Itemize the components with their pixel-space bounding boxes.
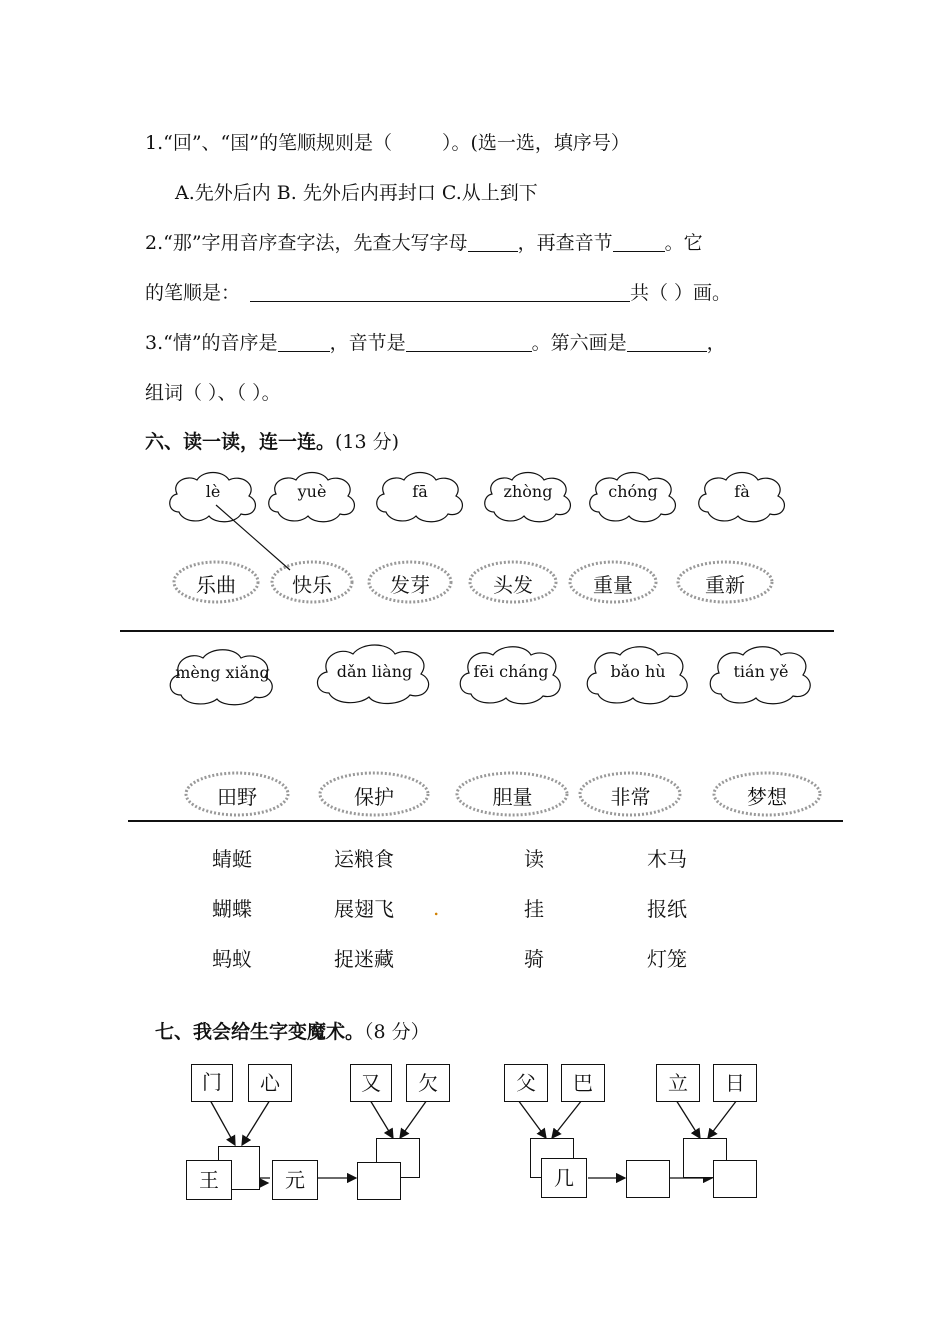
question-1 (145, 128, 630, 155)
char-box (561, 1064, 605, 1102)
char-box (186, 1160, 232, 1200)
question-3-text-b: ，音节是 (329, 332, 406, 354)
question-2-text-d: 的笔顺是： (145, 282, 241, 304)
match-word: 读 (524, 847, 544, 871)
answer-blank[interactable] (468, 233, 518, 252)
match-word: 灯笼 (647, 947, 687, 971)
pinyin-text: yuè (297, 482, 327, 501)
word-oval (712, 771, 822, 817)
pinyin-cloud (264, 468, 360, 524)
question-2-line2 (145, 278, 731, 305)
match-word: 挂 (524, 897, 544, 921)
pinyin-text: lè (205, 482, 221, 501)
word-text: 重新 (705, 573, 745, 597)
char-box (504, 1064, 548, 1102)
question-2-line1 (145, 228, 703, 255)
char-text: 门 (202, 1070, 222, 1094)
word-oval (270, 560, 354, 604)
match-word: 木马 (647, 847, 687, 871)
char-text: 王 (199, 1168, 219, 1192)
word-oval (184, 771, 290, 817)
pinyin-text: fā (412, 482, 428, 501)
pinyin-text: fà (734, 482, 750, 501)
question-2-text-e: 共（ ）画。 (630, 282, 732, 304)
answer-box[interactable] (357, 1162, 401, 1200)
match-word: 蝴蝶 (212, 897, 252, 921)
match-word: 蚂蚁 (212, 947, 252, 971)
word-oval (367, 560, 453, 604)
pinyin-cloud (165, 645, 280, 707)
match-word: 蜻蜓 (212, 847, 252, 871)
question-3-text-a: 3.“情”的音序是 (145, 332, 278, 354)
char-text: 几 (554, 1166, 574, 1190)
question-2-text-b: ，再查音节 (517, 232, 613, 254)
char-text: 元 (285, 1168, 305, 1192)
char-text: 巴 (573, 1071, 593, 1095)
char-text: 立 (668, 1071, 688, 1095)
pinyin-cloud (582, 642, 694, 706)
word-oval (676, 560, 774, 604)
question-1-options-text: A.先外后内 B. 先外后内再封口 C.从上到下 (175, 182, 538, 204)
word-text: 头发 (493, 573, 533, 597)
answer-box[interactable] (626, 1160, 670, 1198)
question-1-tail: ）。(选一选，填序号） (441, 132, 630, 154)
stray-dot: . (433, 896, 440, 920)
answer-blank[interactable] (406, 333, 532, 352)
section-7-heading (155, 1017, 430, 1044)
word-oval (455, 771, 570, 817)
pinyin-cloud (585, 468, 681, 524)
match-word: 展翅飞 (334, 897, 394, 921)
question-3-line2 (145, 378, 281, 405)
char-text: 欠 (418, 1071, 438, 1095)
word-text: 发芽 (390, 573, 430, 597)
match-word: 骑 (524, 947, 544, 971)
pinyin-cloud (165, 468, 261, 524)
answer-blank[interactable] (627, 333, 707, 352)
word-text: 保护 (354, 785, 394, 809)
word-text: 田野 (217, 785, 257, 809)
char-box (656, 1064, 700, 1102)
answer-blank[interactable] (250, 283, 630, 302)
pinyin-text: dǎn liàng (336, 662, 413, 681)
pinyin-cloud (705, 642, 817, 706)
match-word: 报纸 (647, 897, 687, 921)
word-oval (318, 771, 430, 817)
answer-blank[interactable] (278, 333, 330, 352)
char-text: 父 (516, 1071, 536, 1095)
answer-blank[interactable] (613, 233, 665, 252)
word-text: 快乐 (292, 573, 332, 597)
match-word: 捉迷藏 (334, 947, 394, 971)
word-oval (172, 560, 260, 604)
pinyin-text: tián yě (733, 662, 789, 681)
word-oval (468, 560, 558, 604)
answer-box[interactable] (713, 1160, 757, 1198)
match-word: 运粮食 (334, 847, 394, 871)
word-text: 非常 (610, 785, 651, 809)
char-box (191, 1064, 233, 1102)
char-box (541, 1158, 587, 1198)
char-text: 又 (361, 1071, 381, 1095)
question-1-options (175, 178, 538, 205)
pinyin-text: chóng (608, 482, 658, 501)
section-7-score: （8 分） (364, 1021, 430, 1043)
question-3-text-c: 。第六画是 (531, 332, 627, 354)
pinyin-cloud (694, 468, 790, 524)
section-6-score: (13 分) (335, 431, 400, 453)
word-oval (578, 771, 683, 817)
pinyin-text: fēi cháng (473, 662, 549, 681)
question-3-line1 (145, 328, 726, 355)
char-text: 日 (725, 1071, 745, 1095)
question-2-text-c: 。它 (664, 232, 703, 254)
char-box (406, 1064, 450, 1102)
section-7-title: 七、我会给生字变魔术。 (155, 1021, 365, 1043)
question-2-text-a: 2.“那”字用音序查字法，先查大写字母 (145, 232, 468, 254)
word-text: 乐曲 (196, 573, 236, 597)
divider-line (120, 630, 834, 632)
pinyin-cloud (312, 640, 437, 706)
pinyin-cloud (455, 642, 567, 706)
pinyin-cloud (480, 468, 576, 524)
pinyin-text: mèng xiǎng (175, 663, 270, 682)
question-3-text-e: 组词（ ）、（ ）。 (145, 382, 281, 404)
section-6-heading (145, 427, 399, 454)
char-box (713, 1064, 757, 1102)
char-box (272, 1160, 318, 1200)
divider-line (128, 820, 843, 822)
pinyin-cloud (372, 468, 468, 524)
word-text: 重量 (593, 573, 633, 597)
section-6-title: 六、读一读，连一连。 (145, 431, 336, 453)
pinyin-text: bǎo hù (610, 662, 666, 681)
question-3-text-d: ， (706, 332, 726, 354)
char-box (248, 1064, 292, 1102)
char-box (350, 1064, 392, 1102)
word-text: 梦想 (747, 785, 787, 809)
pinyin-text: zhòng (503, 482, 553, 501)
question-1-text: 1.“回”、“国”的笔顺规则是（ (145, 132, 392, 154)
char-text: 心 (260, 1071, 280, 1095)
word-text: 胆量 (492, 785, 533, 809)
word-oval (568, 560, 658, 604)
